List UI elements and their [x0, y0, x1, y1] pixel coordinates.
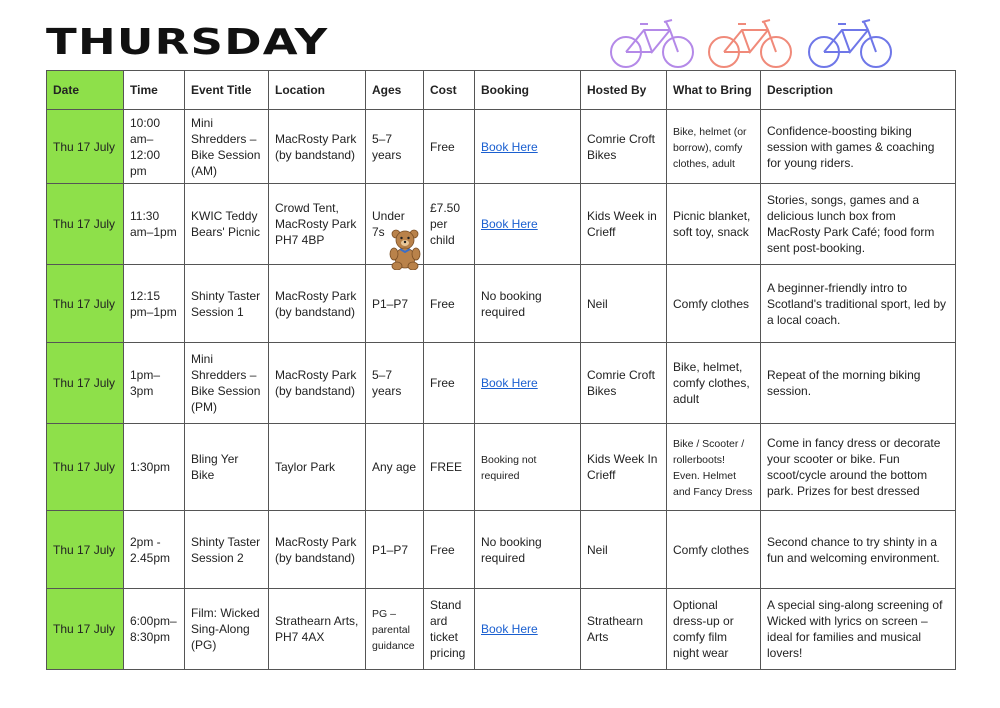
- cell-description: [761, 265, 956, 343]
- cell-date-text: Thu 17 July: [53, 296, 116, 311]
- cell-hosted-by: [581, 589, 667, 670]
- header-hosted-by: Hosted By: [581, 71, 667, 110]
- cell-time: [124, 110, 185, 184]
- bike-decorations: [608, 14, 898, 72]
- cell-event-title-text: KWIC Teddy Bears' Picnic: [191, 209, 260, 239]
- header-row: [47, 71, 956, 110]
- cell-event-title: [185, 589, 269, 670]
- cell-time-text: 6:00pm–8:30pm: [130, 614, 177, 644]
- cell-cost: [424, 511, 475, 589]
- cell-time: [124, 511, 185, 589]
- cell-booking: [475, 589, 581, 670]
- cell-hosted-by-text: Kids Week in Crieff: [587, 209, 657, 239]
- cell-cost: [424, 589, 475, 670]
- book-here-link[interactable]: Book Here: [481, 622, 538, 636]
- cell-what-to-bring: [667, 184, 761, 265]
- cell-description: [761, 589, 956, 670]
- cell-what-to-bring-text: Bike / Scooter / rollerboots! Even. Helmet and Fancy Dress: [673, 438, 753, 498]
- header-ages: Ages: [366, 71, 424, 110]
- cell-time-text: 12:15 pm–1pm: [130, 288, 177, 319]
- cell-description-text: A special sing-along screening of Wicked with lyrics on screen – ideal for families and musical lovers!: [767, 598, 943, 660]
- cell-hosted-by: [581, 265, 667, 343]
- schedule-table: [46, 70, 956, 670]
- cell-time: [124, 589, 185, 670]
- cell-booking-text: Booking not required: [481, 454, 537, 482]
- table-row: [47, 184, 956, 265]
- table-row: [47, 589, 956, 670]
- cell-event-title-text: Shinty Taster Session 1: [191, 288, 261, 319]
- cell-event-title-text: Bling Yer Bike: [191, 452, 239, 482]
- cell-what-to-bring-text: Picnic blanket, soft toy, snack: [673, 209, 751, 239]
- cell-time-text: 1pm–3pm: [130, 368, 161, 398]
- cell-what-to-bring: [667, 424, 761, 511]
- header-description: Description: [761, 71, 956, 110]
- cell-booking: [475, 110, 581, 184]
- cell-ages-text: P1–P7: [372, 296, 409, 311]
- cell-what-to-bring-text: Bike, helmet (or borrow), comfy clothes, adult: [673, 125, 747, 170]
- cell-booking-text: No booking required: [481, 534, 542, 565]
- cell-date: [47, 110, 124, 184]
- table-row: [47, 343, 956, 424]
- page-title: THURSDAY: [46, 22, 329, 63]
- cell-description-text: Stories, songs, games and a delicious lunch box from MacRosty Park Café; food form sent post-booking.: [767, 193, 935, 255]
- cell-hosted-by: [581, 424, 667, 511]
- cell-description: [761, 343, 956, 424]
- cell-location: [269, 110, 366, 184]
- cell-time: [124, 184, 185, 265]
- cell-time: [124, 265, 185, 343]
- header-booking: Booking: [475, 71, 581, 110]
- book-here-link[interactable]: Book Here: [481, 376, 538, 390]
- cell-time-text: 11:30 am–1pm: [130, 209, 177, 239]
- cell-event-title: [185, 511, 269, 589]
- cell-hosted-by-text: Kids Week In Crieff: [587, 452, 658, 482]
- table-row: [47, 110, 956, 184]
- cell-event-title: [185, 343, 269, 424]
- cell-ages: [366, 424, 424, 511]
- cell-date-text: Thu 17 July: [53, 217, 116, 231]
- cell-booking: [475, 511, 581, 589]
- cell-date-text: Thu 17 July: [53, 139, 116, 154]
- cell-time-text: 10:00 am–12:00 pm: [130, 115, 161, 178]
- cell-cost-text: FREE: [430, 460, 463, 474]
- cell-what-to-bring: [667, 110, 761, 184]
- cell-event-title-text: Film: Wicked Sing-Along (PG): [191, 606, 260, 652]
- cell-cost: [424, 424, 475, 511]
- cell-what-to-bring-text: Optional dress-up or comfy film night wear: [673, 598, 734, 660]
- cell-hosted-by-text: Strathearn Arts: [587, 614, 644, 644]
- cell-event-title: [185, 424, 269, 511]
- header-time: Time: [124, 71, 185, 110]
- header-cost: Cost: [424, 71, 475, 110]
- cell-cost-text: Free: [430, 139, 455, 154]
- cell-ages: [366, 511, 424, 589]
- cell-time-text: 2pm - 2.45pm: [130, 534, 171, 565]
- cell-location-text: MacRosty Park (by bandstand): [275, 288, 357, 319]
- cell-location-text: Crowd Tent, MacRosty Park PH7 4BP: [275, 201, 357, 247]
- cell-booking: [475, 424, 581, 511]
- cell-hosted-by-text: Neil: [587, 542, 608, 557]
- cell-ages: [366, 110, 424, 184]
- cell-location-text: Strathearn Arts, PH7 4AX: [275, 614, 359, 644]
- cell-description-text: Come in fancy dress or decorate your scooter or bike. Fun scoot/cycle around the bottom park. Prizes for best dressed: [767, 436, 941, 498]
- cell-description: [761, 110, 956, 184]
- table-row: [47, 424, 956, 511]
- cell-ages-text: Any age: [372, 460, 417, 474]
- cell-event-title: [185, 184, 269, 265]
- cell-cost: [424, 343, 475, 424]
- cell-cost-text: Free: [430, 296, 455, 311]
- book-here-link[interactable]: Book Here: [481, 139, 538, 154]
- cell-date-text: Thu 17 July: [53, 376, 116, 390]
- header-what-to-bring: What to Bring: [667, 71, 761, 110]
- cell-location-text: Taylor Park: [275, 460, 336, 474]
- cell-ages: [366, 343, 424, 424]
- cell-cost-text: Free: [430, 376, 455, 390]
- cell-description: [761, 184, 956, 265]
- cell-location-text: MacRosty Park (by bandstand): [275, 368, 357, 398]
- cell-description-text: A beginner-friendly intro to Scotland's traditional sport, led by a local coach.: [767, 280, 947, 327]
- cell-what-to-bring-text: Comfy clothes: [673, 542, 750, 557]
- header-location: Location: [269, 71, 366, 110]
- cell-ages-text: PG – parental guidance: [372, 608, 415, 652]
- purple-bike-icon: [608, 14, 696, 72]
- cell-ages-text: 5–7 years: [372, 368, 402, 398]
- teddy-bear-icon: [388, 228, 422, 270]
- cell-date: [47, 265, 124, 343]
- table-row: [47, 511, 956, 589]
- cell-event-title-text: Mini Shredders – Bike Session (PM): [191, 352, 261, 414]
- cell-hosted-by: [581, 184, 667, 265]
- cell-hosted-by: [581, 511, 667, 589]
- cell-what-to-bring: [667, 265, 761, 343]
- book-here-link[interactable]: Book Here: [481, 217, 538, 231]
- cell-cost-text: Stand ard ticket pricing: [430, 598, 466, 660]
- header-event-title: Event Title: [185, 71, 269, 110]
- cell-ages: [366, 265, 424, 343]
- blue-bike-icon: [806, 14, 894, 72]
- cell-location-text: MacRosty Park (by bandstand): [275, 131, 357, 162]
- cell-cost: [424, 184, 475, 265]
- cell-event-title-text: Mini Shredders – Bike Session (AM): [191, 115, 261, 178]
- cell-booking: [475, 184, 581, 265]
- cell-hosted-by-text: Comrie Croft Bikes: [587, 131, 656, 162]
- cell-description-text: Confidence-boosting biking session with games & coaching for young riders.: [767, 123, 935, 170]
- cell-description: [761, 511, 956, 589]
- cell-what-to-bring-text: Comfy clothes: [673, 296, 750, 311]
- cell-date: [47, 589, 124, 670]
- cell-hosted-by: [581, 343, 667, 424]
- cell-what-to-bring: [667, 343, 761, 424]
- cell-date: [47, 343, 124, 424]
- cell-what-to-bring: [667, 589, 761, 670]
- cell-ages-text: Under 7s: [372, 209, 405, 239]
- cell-location: [269, 589, 366, 670]
- cell-description: [761, 424, 956, 511]
- cell-cost: [424, 265, 475, 343]
- cell-date: [47, 511, 124, 589]
- cell-ages-text: 5–7 years: [372, 131, 402, 162]
- cell-location: [269, 184, 366, 265]
- cell-hosted-by-text: Comrie Croft Bikes: [587, 368, 656, 398]
- cell-event-title: [185, 265, 269, 343]
- cell-ages-text: P1–P7: [372, 542, 409, 557]
- cell-time-text: 1:30pm: [130, 460, 171, 474]
- cell-cost-text: £7.50 per child: [430, 201, 461, 247]
- cell-location: [269, 343, 366, 424]
- cell-event-title-text: Shinty Taster Session 2: [191, 534, 261, 565]
- cell-booking: [475, 343, 581, 424]
- cell-date-text: Thu 17 July: [53, 542, 116, 557]
- cell-hosted-by-text: Neil: [587, 296, 608, 311]
- cell-location: [269, 424, 366, 511]
- cell-date: [47, 184, 124, 265]
- cell-date-text: Thu 17 July: [53, 622, 116, 636]
- cell-description-text: Repeat of the morning biking session.: [767, 368, 921, 398]
- cell-booking: [475, 265, 581, 343]
- red-bike-icon: [706, 14, 794, 72]
- header-date: Date: [47, 71, 124, 110]
- cell-time: [124, 343, 185, 424]
- cell-what-to-bring-text: Bike, helmet, comfy clothes, adult: [673, 360, 750, 406]
- table-row: [47, 265, 956, 343]
- cell-ages: [366, 589, 424, 670]
- cell-date-text: Thu 17 July: [53, 460, 116, 474]
- cell-date: [47, 424, 124, 511]
- cell-description-text: Second chance to try shinty in a fun and welcoming environment.: [767, 534, 940, 565]
- cell-time: [124, 424, 185, 511]
- cell-event-title: [185, 110, 269, 184]
- cell-cost-text: Free: [430, 542, 455, 557]
- cell-location-text: MacRosty Park (by bandstand): [275, 534, 357, 565]
- cell-booking-text: No booking required: [481, 288, 542, 319]
- cell-what-to-bring: [667, 511, 761, 589]
- cell-cost: [424, 110, 475, 184]
- cell-hosted-by: [581, 110, 667, 184]
- cell-location: [269, 511, 366, 589]
- cell-location: [269, 265, 366, 343]
